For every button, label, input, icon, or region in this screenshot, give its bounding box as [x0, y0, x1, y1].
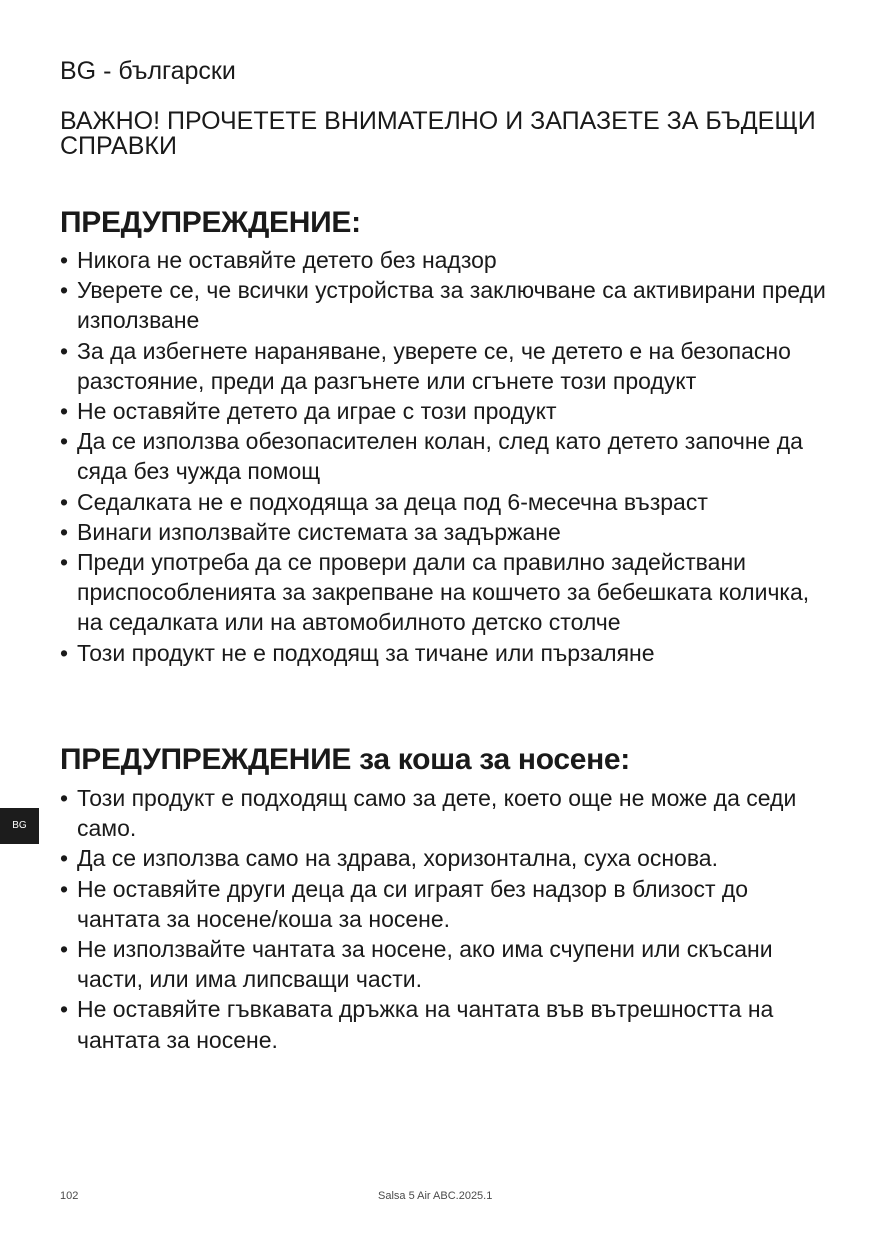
list-item: • Никога не оставяйте детето без надзор — [60, 245, 830, 275]
list-item: • Да се използва само на здрава, хоризонтална, суха основа. — [60, 843, 830, 873]
list-item: • Винаги използвайте системата за задържане — [60, 517, 830, 547]
warning-list — [60, 245, 830, 668]
section-title-carrycot-warning: ПРЕДУПРЕЖДЕНИЕ за коша за носене: — [60, 743, 630, 776]
page-number: 102 — [60, 1190, 79, 1202]
carrycot-warning-list — [60, 783, 830, 1055]
language-header: BG - български — [60, 57, 236, 85]
list-item: • Не използвайте чантата за носене, ако има счупени или скъсани части, или има липсващи части. — [60, 934, 830, 994]
product-code: Salsa 5 Air ABC.2025.1 — [378, 1190, 493, 1202]
list-item: • Уверете се, че всички устройства за заключване са активирани преди използване — [60, 275, 830, 335]
list-item: • Преди употреба да се провери дали са правилно задействани приспособленията за закрепване на кошчето за бебешката количка, на седалката или на автомобилното детско столче — [60, 547, 830, 638]
language-side-tab: BG — [0, 808, 39, 844]
list-item: • За да избегнете нараняване, уверете се, че детето е на безопасно разстояние, преди да разгънете или сгънете този продукт — [60, 336, 830, 396]
list-item: • Този продукт не е подходящ за тичане или пързаляне — [60, 638, 830, 668]
list-item: • Не оставяйте гъвкавата дръжка на чантата във вътрешността на чантата за носене. — [60, 994, 830, 1054]
section-title-warning: ПРЕДУПРЕЖДЕНИЕ: — [60, 206, 361, 239]
list-item: • Не оставяйте детето да играе с този продукт — [60, 396, 830, 426]
important-notice: ВАЖНО! ПРОЧЕТЕТЕ ВНИМАТЕЛНО И ЗАПАЗЕТЕ ЗА БЪДЕЩИ СПРАВКИ — [60, 107, 816, 160]
list-item: • Този продукт е подходящ само за дете, което още не може да седи само. — [60, 783, 830, 843]
list-item: • Седалката не е подходяща за деца под 6-месечна възраст — [60, 487, 830, 517]
list-item: • Да се използва обезопасителен колан, след като детето започне да сяда без чужда помощ — [60, 426, 830, 486]
list-item: • Не оставяйте други деца да си играят без надзор в близост до чантата за носене/коша за носене. — [60, 874, 830, 934]
